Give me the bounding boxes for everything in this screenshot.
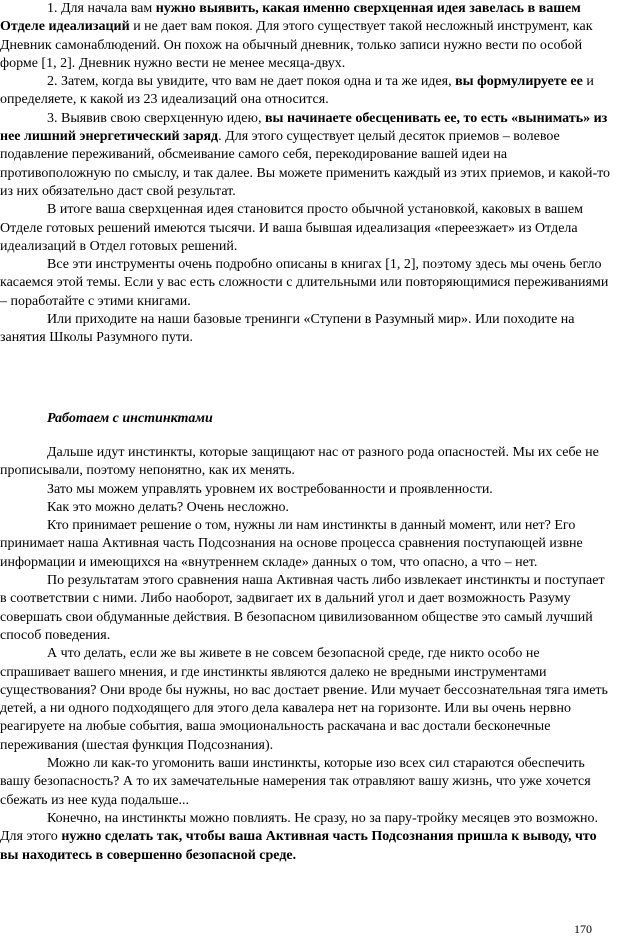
text-run: 2. Затем, когда вы увидите, что вам не дает покоя одна и та же идея, — [47, 74, 456, 90]
paragraph — [0, 201, 612, 256]
paragraph — [0, 572, 612, 645]
bottom-text-block — [0, 444, 612, 865]
paragraph — [0, 256, 612, 311]
section-heading: Работаем с инстинктами — [47, 411, 213, 426]
paragraph — [0, 73, 612, 110]
bold-text: вы формулируете ее — [455, 74, 583, 90]
text-run: Можно ли как-то угомонить ваши инстинкты, которые изо всех сил стараются обеспечить вашу безопасность? А то их замечательные намерения так отравляют вашу жизнь, что уже хочется сбежать из нее куда подальше... — [0, 756, 591, 808]
bold-text: вы начинаете обесценивать ее, то есть «вынимать» из нее лишний энергетический заряд — [0, 110, 608, 145]
paragraph — [0, 499, 612, 517]
paragraph — [0, 645, 612, 755]
text-run: Конечно, на инстинкты можно повлиять. Не сразу, но за пару-тройку месяцев это возможно. Для этого — [0, 810, 598, 845]
paragraph — [0, 755, 612, 810]
text-run: 3. Выявив свою сверхценную идею, — [47, 110, 265, 126]
top-text-block — [0, 0, 612, 348]
text-run: А что делать, если же вы живете в не совсем безопасной среде, где никто особо не спрашивает вашего мнения, и где инстинкты являются далеко не вредными инструментами существования? Они вроде бы нужны, но вас достает рвение. Или мучает бессознательная тяга иметь детей, а ни одного подходящего для этого дела кавалера нет на горизонте. Или вы очень нервно реагируете на любые события, ваша эмоциональность раскачана и вас достали бесконечные переживания (шестая функция Подсознания). — [0, 646, 608, 753]
paragraph — [0, 311, 612, 348]
text-run: и не дает вам покоя. Для этого существует такой несложный инструмент, как Дневник самонаблюдений. Он похож на обычный дневник, только записи нужно вести по особой форме [1, 2]. Дневник нужно вести не менее месяца-двух. — [0, 19, 593, 71]
text-run: Дальше идут инстинкты, которые защищают нас от разного рода опасностей. Мы их себе не прописывали, поэтому непонятно, как их менять. — [0, 445, 599, 479]
paragraph — [0, 110, 612, 201]
text-run: и определяете, к какой из 23 идеализаций она относится. — [0, 74, 594, 108]
paragraph — [0, 810, 612, 865]
text-run: В итоге ваша сверхценная идея становится просто обычной установкой, каковых в вашем Отделе готовых решений имеются тысячи. И ваша бывшая идеализация «переезжает» из Отдела идеализаций в Отдел готовых решений. — [0, 202, 583, 254]
text-run: По результатам этого сравнения наша Активная часть либо извлекает инстинкты и поступает в соответствии с ними. Либо наоборот, задвигает их в дальний угол и дает возможность Разуму совершать свои обдуманные действия. В безопасном цивилизованном обществе это самый лучший способ поведения. — [0, 573, 605, 643]
text-run: Или приходите на наши базовые тренинги «Ступени в Разумный мир». Или походите на занятия Школы Разумного пути. — [0, 312, 575, 346]
text-run: Все эти инструменты очень подробно описаны в книгах [1, 2], поэтому здесь мы очень бегло касаемся этой темы. Если у вас есть сложности с длительными или повторяющимися переживаниями – поработайте с этими книгами. — [0, 257, 609, 309]
page-number: 170 — [574, 922, 592, 936]
text-run: Кто принимает решение о том, нужны ли нам инстинкты в данный момент, или нет? Его принимает наша Активная часть Подсознания на основе процесса сравнения поступающей извне информации и имеющихся на «внутреннем складе» данных о том, что опасно, а что – нет. — [0, 518, 583, 570]
paragraph — [0, 444, 612, 481]
bold-text: нужно сделать так, чтобы ваша Активная часть Подсознания пришла к выводу, что вы находитесь в совершенно безопасной среде. — [0, 829, 597, 863]
paragraph — [0, 517, 612, 572]
paragraph — [0, 481, 612, 499]
text-run: Зато мы можем управлять уровнем их востребованности и проявленности. — [47, 481, 493, 497]
text-run: . Для этого существует целый десяток приемов – волевое подавление переживаний, обсмеивание самого себя, перекодирование вашей идеи на противоположную по смыслу, и так далее. Вы можете применить каждый из этих приемов, и какой-то из них обязательно даст свой результат. — [0, 129, 611, 199]
paragraph — [0, 0, 612, 73]
text-run: Как это можно делать? Очень несложно. — [47, 499, 289, 515]
bold-text: нужно выявить, какая именно сверхценная идея завелась в вашем Отделе идеализаций — [0, 1, 581, 35]
text-run: 1. Для начала вам — [47, 1, 156, 16]
